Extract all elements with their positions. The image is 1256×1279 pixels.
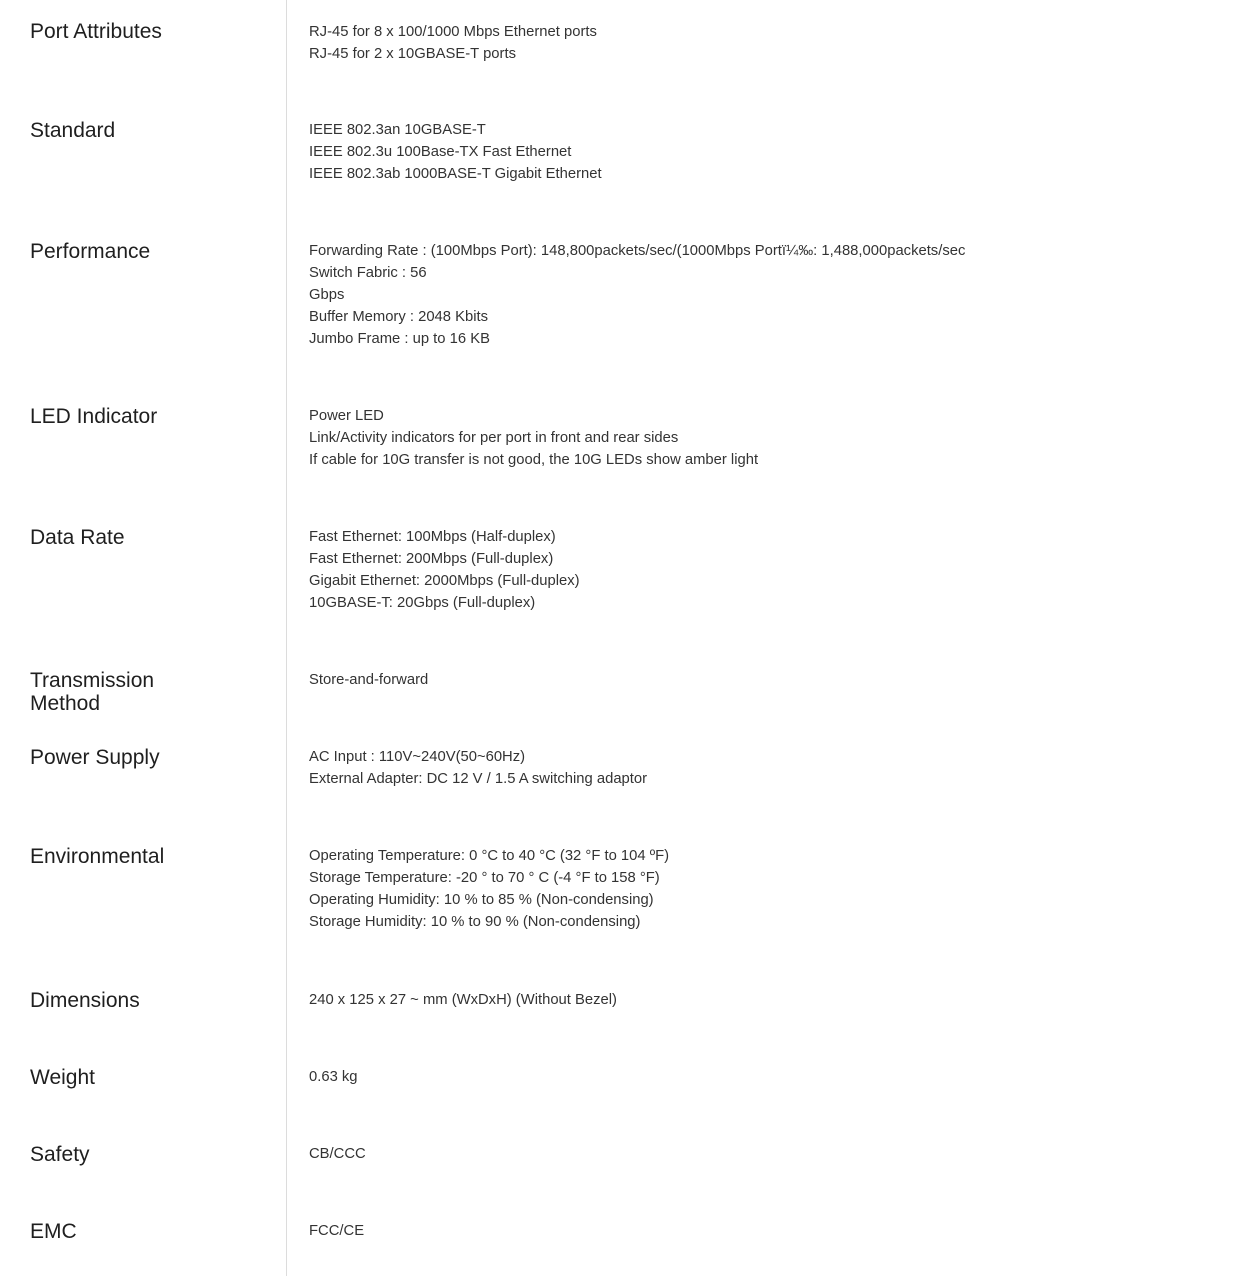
- spec-value-line: Fast Ethernet: 200Mbps (Full-duplex): [309, 551, 554, 567]
- spec-label: Dimensions: [30, 989, 140, 1012]
- spec-value-line: IEEE 802.3u 100Base-TX Fast Ethernet: [309, 144, 572, 160]
- spec-value-line: RJ-45 for 2 x 10GBASE-T ports: [309, 46, 516, 62]
- spec-value-line: Forwarding Rate : (100Mbps Port): 148,800packets/sec/(1000Mbps Portï¼‰: 1,488,000packets/sec: [309, 243, 966, 259]
- spec-value-line: Gbps: [309, 287, 345, 303]
- spec-label: Standard: [30, 119, 116, 142]
- spec-value: [309, 845, 1239, 933]
- spec-value-line: RJ-45 for 8 x 100/1000 Mbps Ethernet ports: [309, 24, 597, 40]
- spec-label: LED Indicator: [30, 405, 158, 428]
- spec-value-line: CB/CCC: [309, 1146, 366, 1162]
- spec-value: [309, 1143, 1239, 1165]
- spec-value-line: Gigabit Ethernet: 2000Mbps (Full-duplex): [309, 573, 580, 589]
- spec-value-line: IEEE 802.3an 10GBASE-T: [309, 122, 486, 138]
- spec-value: [309, 526, 1239, 614]
- spec-label: Safety: [30, 1143, 90, 1166]
- spec-value: [309, 240, 1239, 350]
- spec-value: [309, 405, 1239, 471]
- spec-value-line: 10GBASE-T: 20Gbps (Full-duplex): [309, 595, 536, 611]
- spec-value-line: Operating Temperature: 0 °C to 40 °C (32 °F to 104 ºF): [309, 848, 670, 864]
- spec-value: [309, 746, 1239, 790]
- spec-value: [309, 1066, 1239, 1088]
- spec-value-line: FCC/CE: [309, 1223, 365, 1239]
- column-divider: [286, 0, 287, 1276]
- spec-label: Performance: [30, 240, 151, 263]
- spec-value-line: Link/Activity indicators for per port in front and rear sides: [309, 430, 679, 446]
- spec-value-line: 240 x 125 x 27 ~ mm (WxDxH) (Without Bezel): [309, 992, 617, 1008]
- spec-value: [309, 21, 1239, 65]
- spec-label: Transmission Method: [30, 669, 155, 715]
- spec-value-line: IEEE 802.3ab 1000BASE-T Gigabit Ethernet: [309, 166, 602, 182]
- spec-value-line: AC Input : 110V~240V(50~60Hz): [309, 749, 526, 765]
- spec-label: Data Rate: [30, 526, 125, 549]
- spec-value-line: Operating Humidity: 10 % to 85 % (Non-condensing): [309, 892, 654, 908]
- spec-value: [309, 1220, 1239, 1242]
- spec-label: Environmental: [30, 845, 165, 868]
- spec-value-line: Storage Temperature: -20 ° to 70 ° C (-4 °F to 158 °F): [309, 870, 660, 886]
- spec-value-line: Store-and-forward: [309, 672, 429, 688]
- spec-label: Port Attributes: [30, 20, 162, 43]
- spec-value: [309, 119, 1239, 185]
- spec-value-line: Switch Fabric : 56: [309, 265, 427, 281]
- spec-value-line: If cable for 10G transfer is not good, the 10G LEDs show amber light: [309, 452, 759, 468]
- spec-value-line: 0.63 kg: [309, 1069, 358, 1085]
- spec-value: [309, 989, 1239, 1011]
- spec-label: EMC: [30, 1220, 77, 1243]
- spec-value-line: Buffer Memory : 2048 Kbits: [309, 309, 489, 325]
- spec-value-line: Storage Humidity: 10 % to 90 % (Non-condensing): [309, 914, 641, 930]
- spec-value-line: Power LED: [309, 408, 384, 424]
- spec-label: Power Supply: [30, 746, 160, 769]
- spec-value-line: Fast Ethernet: 100Mbps (Half-duplex): [309, 529, 556, 545]
- spec-value: [309, 669, 1239, 691]
- spec-value-line: Jumbo Frame : up to 16 KB: [309, 331, 490, 347]
- spec-value-line: External Adapter: DC 12 V / 1.5 A switching adaptor: [309, 771, 648, 787]
- spec-label: Weight: [30, 1066, 95, 1089]
